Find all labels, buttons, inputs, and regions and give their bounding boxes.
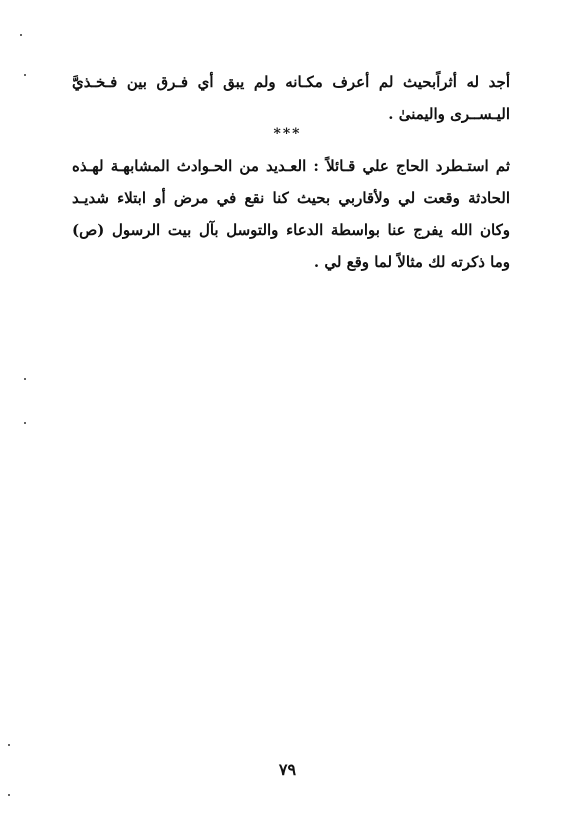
section-separator: *** xyxy=(273,126,302,142)
scan-speck xyxy=(24,74,26,76)
paragraph-2: ثم استـطرد الحاج علي قـائلاً : العـديد من الحـوادث المشابهـة لهـذه الحادثة وقعت لي ولأقاربي بحيث كنا نقع في مرض أو ابتلاء شديـد وكان الله يفرج عنا بواسطة الدعاء والتوسل بآل بيت الرسول (ص) وما ذكرته لك مثالاً لما وقع لي . xyxy=(72,157,510,271)
scan-speck xyxy=(24,422,26,424)
paragraph-1: أجد له أثراًبحيث لم أعرف مكـانه ولم يبق أي فـرق بين فـخـذيَّ اليـســرى واليمنىٰ . xyxy=(72,73,510,123)
scan-speck xyxy=(20,34,22,36)
page-number: ٧٩ xyxy=(278,760,297,779)
scan-speck xyxy=(24,378,26,380)
scan-speck xyxy=(8,744,10,746)
scan-speck xyxy=(8,794,10,796)
